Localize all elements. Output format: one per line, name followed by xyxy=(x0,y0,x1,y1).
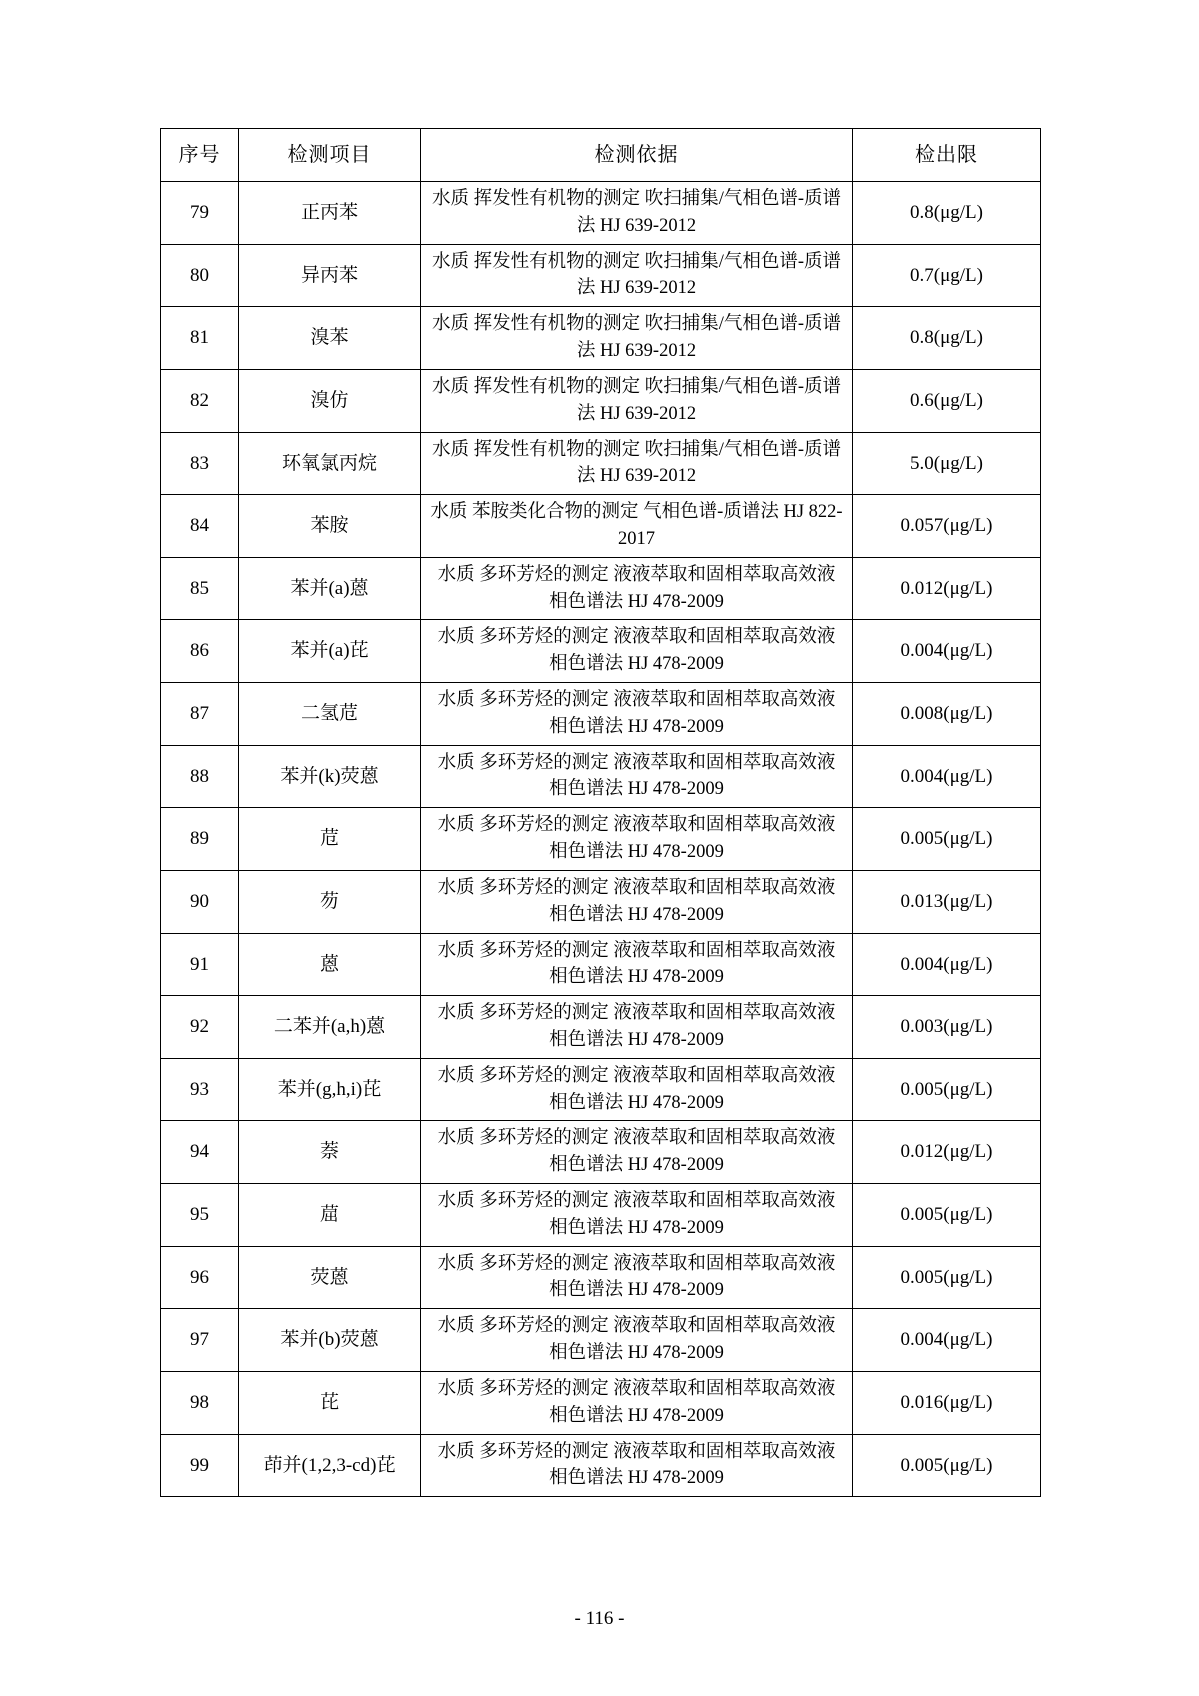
cell-item: 苯胺 xyxy=(239,495,421,558)
table-row xyxy=(161,808,1041,871)
table-row xyxy=(161,620,1041,683)
column-header-item: 检测项目 xyxy=(239,129,421,182)
cell-basis: 水质 挥发性有机物的测定 吹扫捕集/气相色谱-质谱法 HJ 639-2012 xyxy=(421,182,853,245)
table-header-row xyxy=(161,129,1041,182)
cell-item: 二苯并(a,h)蒽 xyxy=(239,996,421,1059)
cell-limit: 0.004(μg/L) xyxy=(853,620,1041,683)
cell-no: 83 xyxy=(161,432,239,495)
cell-no: 91 xyxy=(161,933,239,996)
cell-limit: 0.008(μg/L) xyxy=(853,683,1041,746)
table-row xyxy=(161,1371,1041,1434)
cell-basis: 水质 多环芳烃的测定 液液萃取和固相萃取高效液相色谱法 HJ 478-2009 xyxy=(421,933,853,996)
cell-no: 82 xyxy=(161,369,239,432)
cell-item: 苯并(k)荧蒽 xyxy=(239,745,421,808)
cell-no: 86 xyxy=(161,620,239,683)
cell-no: 93 xyxy=(161,1058,239,1121)
cell-item: 苊 xyxy=(239,808,421,871)
table-row xyxy=(161,1058,1041,1121)
cell-basis: 水质 苯胺类化合物的测定 气相色谱-质谱法 HJ 822-2017 xyxy=(421,495,853,558)
cell-limit: 0.005(μg/L) xyxy=(853,808,1041,871)
cell-item: 溴仿 xyxy=(239,369,421,432)
cell-basis: 水质 多环芳烃的测定 液液萃取和固相萃取高效液相色谱法 HJ 478-2009 xyxy=(421,1309,853,1372)
cell-no: 89 xyxy=(161,808,239,871)
table-header xyxy=(161,129,1041,182)
table-row xyxy=(161,307,1041,370)
cell-item: 蒽 xyxy=(239,933,421,996)
table-row xyxy=(161,1434,1041,1497)
cell-no: 92 xyxy=(161,996,239,1059)
table-body xyxy=(161,182,1041,1497)
cell-no: 80 xyxy=(161,244,239,307)
cell-item: 茚并(1,2,3-cd)芘 xyxy=(239,1434,421,1497)
cell-limit: 0.6(μg/L) xyxy=(853,369,1041,432)
cell-limit: 0.005(μg/L) xyxy=(853,1184,1041,1247)
cell-limit: 0.057(μg/L) xyxy=(853,495,1041,558)
cell-basis: 水质 多环芳烃的测定 液液萃取和固相萃取高效液相色谱法 HJ 478-2009 xyxy=(421,620,853,683)
cell-basis: 水质 多环芳烃的测定 液液萃取和固相萃取高效液相色谱法 HJ 478-2009 xyxy=(421,1184,853,1247)
cell-item: 荧蒽 xyxy=(239,1246,421,1309)
cell-no: 81 xyxy=(161,307,239,370)
cell-basis: 水质 多环芳烃的测定 液液萃取和固相萃取高效液相色谱法 HJ 478-2009 xyxy=(421,557,853,620)
cell-no: 88 xyxy=(161,745,239,808)
cell-limit: 0.003(μg/L) xyxy=(853,996,1041,1059)
cell-item: 苯并(b)荧蒽 xyxy=(239,1309,421,1372)
cell-item: 苯并(g,h,i)芘 xyxy=(239,1058,421,1121)
cell-no: 96 xyxy=(161,1246,239,1309)
cell-basis: 水质 挥发性有机物的测定 吹扫捕集/气相色谱-质谱法 HJ 639-2012 xyxy=(421,244,853,307)
cell-limit: 0.012(μg/L) xyxy=(853,557,1041,620)
table-row xyxy=(161,432,1041,495)
cell-limit: 0.013(μg/L) xyxy=(853,870,1041,933)
table-row xyxy=(161,745,1041,808)
cell-basis: 水质 挥发性有机物的测定 吹扫捕集/气相色谱-质谱法 HJ 639-2012 xyxy=(421,307,853,370)
table-row xyxy=(161,369,1041,432)
cell-item: 溴苯 xyxy=(239,307,421,370)
cell-limit: 0.8(μg/L) xyxy=(853,182,1041,245)
table-row xyxy=(161,557,1041,620)
cell-basis: 水质 多环芳烃的测定 液液萃取和固相萃取高效液相色谱法 HJ 478-2009 xyxy=(421,1058,853,1121)
table-row xyxy=(161,683,1041,746)
cell-limit: 0.005(μg/L) xyxy=(853,1434,1041,1497)
cell-basis: 水质 挥发性有机物的测定 吹扫捕集/气相色谱-质谱法 HJ 639-2012 xyxy=(421,369,853,432)
cell-limit: 0.005(μg/L) xyxy=(853,1058,1041,1121)
cell-no: 87 xyxy=(161,683,239,746)
cell-item: 异丙苯 xyxy=(239,244,421,307)
cell-basis: 水质 多环芳烃的测定 液液萃取和固相萃取高效液相色谱法 HJ 478-2009 xyxy=(421,1434,853,1497)
column-header-limit: 检出限 xyxy=(853,129,1041,182)
cell-limit: 0.8(μg/L) xyxy=(853,307,1041,370)
column-header-no: 序号 xyxy=(161,129,239,182)
cell-item: 二氢苊 xyxy=(239,683,421,746)
cell-item: 䓛 xyxy=(239,1184,421,1247)
cell-no: 85 xyxy=(161,557,239,620)
table-row xyxy=(161,1309,1041,1372)
cell-limit: 0.012(μg/L) xyxy=(853,1121,1041,1184)
cell-basis: 水质 多环芳烃的测定 液液萃取和固相萃取高效液相色谱法 HJ 478-2009 xyxy=(421,1371,853,1434)
table-row xyxy=(161,1184,1041,1247)
cell-limit: 0.004(μg/L) xyxy=(853,745,1041,808)
cell-no: 79 xyxy=(161,182,239,245)
table-row xyxy=(161,933,1041,996)
cell-item: 环氧氯丙烷 xyxy=(239,432,421,495)
cell-basis: 水质 多环芳烃的测定 液液萃取和固相萃取高效液相色谱法 HJ 478-2009 xyxy=(421,1121,853,1184)
column-header-basis: 检测依据 xyxy=(421,129,853,182)
page-number: - 116 - xyxy=(574,1608,625,1629)
cell-item: 苯并(a)蒽 xyxy=(239,557,421,620)
cell-basis: 水质 多环芳烃的测定 液液萃取和固相萃取高效液相色谱法 HJ 478-2009 xyxy=(421,996,853,1059)
cell-item: 苯并(a)芘 xyxy=(239,620,421,683)
cell-basis: 水质 多环芳烃的测定 液液萃取和固相萃取高效液相色谱法 HJ 478-2009 xyxy=(421,870,853,933)
cell-no: 90 xyxy=(161,870,239,933)
cell-limit: 0.004(μg/L) xyxy=(853,1309,1041,1372)
cell-item: 萘 xyxy=(239,1121,421,1184)
cell-no: 99 xyxy=(161,1434,239,1497)
table-row xyxy=(161,244,1041,307)
cell-item: 芘 xyxy=(239,1371,421,1434)
table-row xyxy=(161,1246,1041,1309)
cell-basis: 水质 多环芳烃的测定 液液萃取和固相萃取高效液相色谱法 HJ 478-2009 xyxy=(421,1246,853,1309)
cell-item: 正丙苯 xyxy=(239,182,421,245)
cell-limit: 5.0(μg/L) xyxy=(853,432,1041,495)
cell-basis: 水质 多环芳烃的测定 液液萃取和固相萃取高效液相色谱法 HJ 478-2009 xyxy=(421,683,853,746)
table-row xyxy=(161,495,1041,558)
cell-limit: 0.7(μg/L) xyxy=(853,244,1041,307)
cell-no: 94 xyxy=(161,1121,239,1184)
table-row xyxy=(161,996,1041,1059)
cell-basis: 水质 多环芳烃的测定 液液萃取和固相萃取高效液相色谱法 HJ 478-2009 xyxy=(421,745,853,808)
cell-limit: 0.005(μg/L) xyxy=(853,1246,1041,1309)
cell-limit: 0.016(μg/L) xyxy=(853,1371,1041,1434)
cell-basis: 水质 多环芳烃的测定 液液萃取和固相萃取高效液相色谱法 HJ 478-2009 xyxy=(421,808,853,871)
cell-no: 95 xyxy=(161,1184,239,1247)
table-row xyxy=(161,1121,1041,1184)
cell-no: 84 xyxy=(161,495,239,558)
cell-no: 97 xyxy=(161,1309,239,1372)
cell-basis: 水质 挥发性有机物的测定 吹扫捕集/气相色谱-质谱法 HJ 639-2012 xyxy=(421,432,853,495)
cell-item: 芴 xyxy=(239,870,421,933)
table-row xyxy=(161,870,1041,933)
detection-items-table xyxy=(160,128,1041,1497)
cell-limit: 0.004(μg/L) xyxy=(853,933,1041,996)
table-row xyxy=(161,182,1041,245)
cell-no: 98 xyxy=(161,1371,239,1434)
